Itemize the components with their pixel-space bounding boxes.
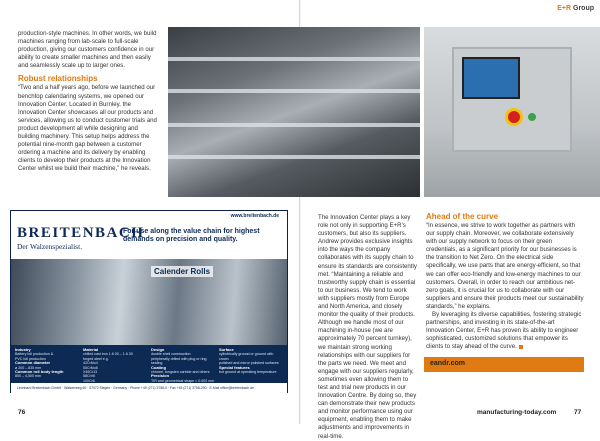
ad-footer-contact: Leonhard Breitenbach GmbH · Walzenweg 60 · 57072 Siegen · Germany · Phone +49 (271) 3758-0 · Fax +49 (271) 3758-290 · E-Mail office@breitenbach.de (11, 383, 287, 394)
middle-text-column (318, 214, 418, 441)
breitenbach-advertisement (10, 210, 288, 393)
website-link[interactable]: eandr.com (430, 360, 466, 367)
calender-rolls-image (11, 259, 287, 345)
ad-logo: BREITENBACH (17, 225, 145, 241)
ad-product-name: Calender Rolls (151, 266, 213, 277)
end-mark-icon (519, 345, 523, 349)
start-button-icon (528, 113, 536, 121)
spec-design: Design double shell construction peripherally drilled with plug or ring sealing Coating chrome, tungsten carbide and others Precision TIR and geometrical shape < 0.002 mm (151, 347, 215, 383)
spec-material: Material chilled cast iron 1.6 00 – 1.6 30 forged steel e.g. 42CrMo4 50CrMo6 X46Cr13 58CrV6 100Cr6 (83, 347, 133, 383)
ad-slogan: Der Walzenspezialist. (17, 242, 83, 251)
touchscreen-display (462, 57, 520, 99)
supply-chain-paragraph: The Innovation Center plays a key role not only in supporting E+R’s customers, but also its suppliers. Andrew provides exclusive insights into the ways the company collaborates with its supply chain to ensure its standards are consistently met. “Maintaining a reliable and trustworthy supply chain is essential to our business. We tend to work with suppliers mostly from Europe and North America, and closely monitor the quality of their products. Although we handle most of our machining in-house (we are approximately 70 percent turnkey), we maintain strong working relationships with our suppliers for the parts we need. We meet and engage with our suppliers regularly, sometimes even allowing them to test and trial new products in our Innovation Centre. By doing so, they can demonstrate their new products and monitor performance using our equipment, enabling them to make adjustments and improvements in real-time. (318, 214, 417, 440)
spec-industry: Industry Battery foil production & PVC foil production Common diameter ø 200 – 835 mm Common roll body length 800 – 4,500 mm (15, 347, 64, 379)
partnership-paragraph: “In essence, we strive to work together as partners with our supply chain. Moreover, we collaborate extensively with our supply network to focus on their green credentials, as a significant priority for our businesses is the transition to Net Zero. On the electrical side specifically, we use parts that are energy-efficient, so that we can offer eco-friendly and low-energy machines to our customers. Overall, in order to reach our ambitious net-zero goals, it is crucial for us to collaborate with our suppliers and ensure their products meet our sustainability standards,” he explains. (426, 222, 584, 310)
page-number-left: 76 (18, 409, 26, 416)
brand-logo: E+R Group (557, 5, 594, 12)
spec-surface: Surface cylindrically ground or ground with crown polished and mirror polished surfaces Special features hot ground at operating temperature (219, 347, 279, 375)
closing-paragraph: By leveraging its diverse capabilities, fostering strategic partnerships, and investing in its state-of-the-art Innovation Center, E+R has proven its ability to engineer sophisticated, customized solutions that empower its clients to stay ahead of the curve. (426, 311, 582, 351)
ad-specs (11, 345, 287, 383)
right-text-column (426, 212, 584, 352)
ad-url: www.breitenbach.de (230, 213, 279, 219)
footer-site: manufacturing-today.com (477, 409, 557, 416)
machine-photo (168, 27, 420, 197)
left-text-column (18, 30, 160, 174)
section-heading-robust: Robust relationships (18, 74, 98, 84)
website-cta-box[interactable] (424, 357, 584, 372)
section-heading-ahead: Ahead of the curve (426, 212, 499, 221)
control-panel-photo (424, 27, 600, 197)
intro-paragraph: production-style machines. In other words, we build machines ranging from lab-scale to full-scale production, giving our customers confidence in our ability to create smaller machines and then easily and seamlessly scale up to larger ones. (18, 30, 157, 70)
page-number-right: 77 (574, 409, 582, 416)
body-paragraph: “Two and a half years ago, before we launched our benchtop calendaring systems, we opened our Innovation Center. Located in Burnley, the Innovation Center showcases all our products and services, allowing us to conduct customer trials and product development all while designing and building machinery. This setup helps address the potential nine-month gap between a customer ordering a machine and its delivery by enabling clients to develop their products at the Innovation Center whilst we build their machine,” he reveals. (18, 84, 157, 173)
emergency-stop-icon (508, 111, 520, 123)
ad-tagline: For use along the value chain for highest demands on precision and quality. (123, 228, 260, 243)
